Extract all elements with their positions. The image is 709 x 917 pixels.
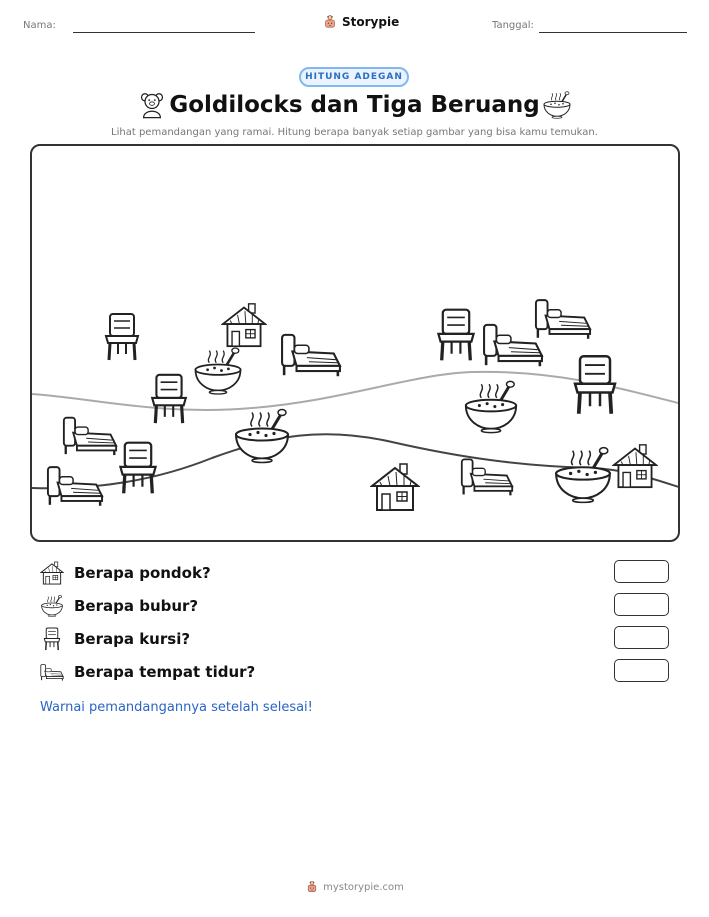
cottage-icon xyxy=(614,445,656,487)
porridge-bowl-icon xyxy=(542,90,572,120)
porridge-icon xyxy=(195,348,240,394)
page-title: Goldilocks dan Tiga Beruang xyxy=(169,92,540,118)
bed-icon xyxy=(64,418,116,455)
porridge-icon xyxy=(236,410,288,463)
date-label: Tanggal: xyxy=(492,20,534,31)
coloring-note: Warnai pemandangannya setelah selesai! xyxy=(40,700,313,715)
chair-icon xyxy=(438,310,473,361)
footer-url[interactable]: mystorypie.com xyxy=(323,881,404,893)
question-chair xyxy=(40,626,190,652)
bed-icon xyxy=(462,459,512,495)
porridge-icon xyxy=(556,448,610,503)
bed-icon xyxy=(40,660,64,684)
scene-illustration xyxy=(32,146,680,542)
name-label: Nama: xyxy=(23,20,56,31)
storypie-logo-icon xyxy=(322,14,338,30)
question-text: Berapa tempat tidur? xyxy=(74,663,256,681)
instructions: Lihat pemandangan yang ramai. Hitung berapa banyak setiap gambar yang bisa kamu temukan. xyxy=(111,127,598,138)
chair-icon xyxy=(120,443,155,494)
storypie-logo-icon xyxy=(305,880,319,894)
activity-badge: HITUNG ADEGAN xyxy=(299,67,409,87)
chair-icon xyxy=(575,356,615,414)
cottage-icon xyxy=(40,561,64,585)
chair-icon xyxy=(152,375,186,423)
date-field[interactable] xyxy=(539,32,687,33)
bed-icon xyxy=(48,467,102,506)
bed-icon xyxy=(282,335,340,376)
question-porridge xyxy=(40,593,198,619)
question-text: Berapa pondok? xyxy=(74,564,211,582)
question-text: Berapa bubur? xyxy=(74,597,199,615)
question-text: Berapa kursi? xyxy=(74,630,191,648)
answer-box-porridge[interactable] xyxy=(614,593,669,616)
bed-icon xyxy=(536,300,590,339)
answer-box-bed[interactable] xyxy=(614,659,669,682)
chair-icon xyxy=(106,314,138,360)
question-cottage xyxy=(40,560,211,586)
chair-icon xyxy=(40,627,64,651)
counting-scene xyxy=(30,144,680,542)
porridge-icon xyxy=(40,594,64,618)
answer-box-chair[interactable] xyxy=(614,626,669,649)
porridge-icon xyxy=(466,381,516,432)
question-bed xyxy=(40,659,255,685)
footer xyxy=(0,880,709,894)
name-field[interactable] xyxy=(73,32,255,33)
bed-icon xyxy=(484,325,542,366)
cottage-icon xyxy=(223,304,265,346)
brand-name: Storypie xyxy=(342,15,400,29)
answer-box-cottage[interactable] xyxy=(614,560,669,583)
cottage-icon xyxy=(372,464,418,510)
brand-logo xyxy=(322,14,399,30)
